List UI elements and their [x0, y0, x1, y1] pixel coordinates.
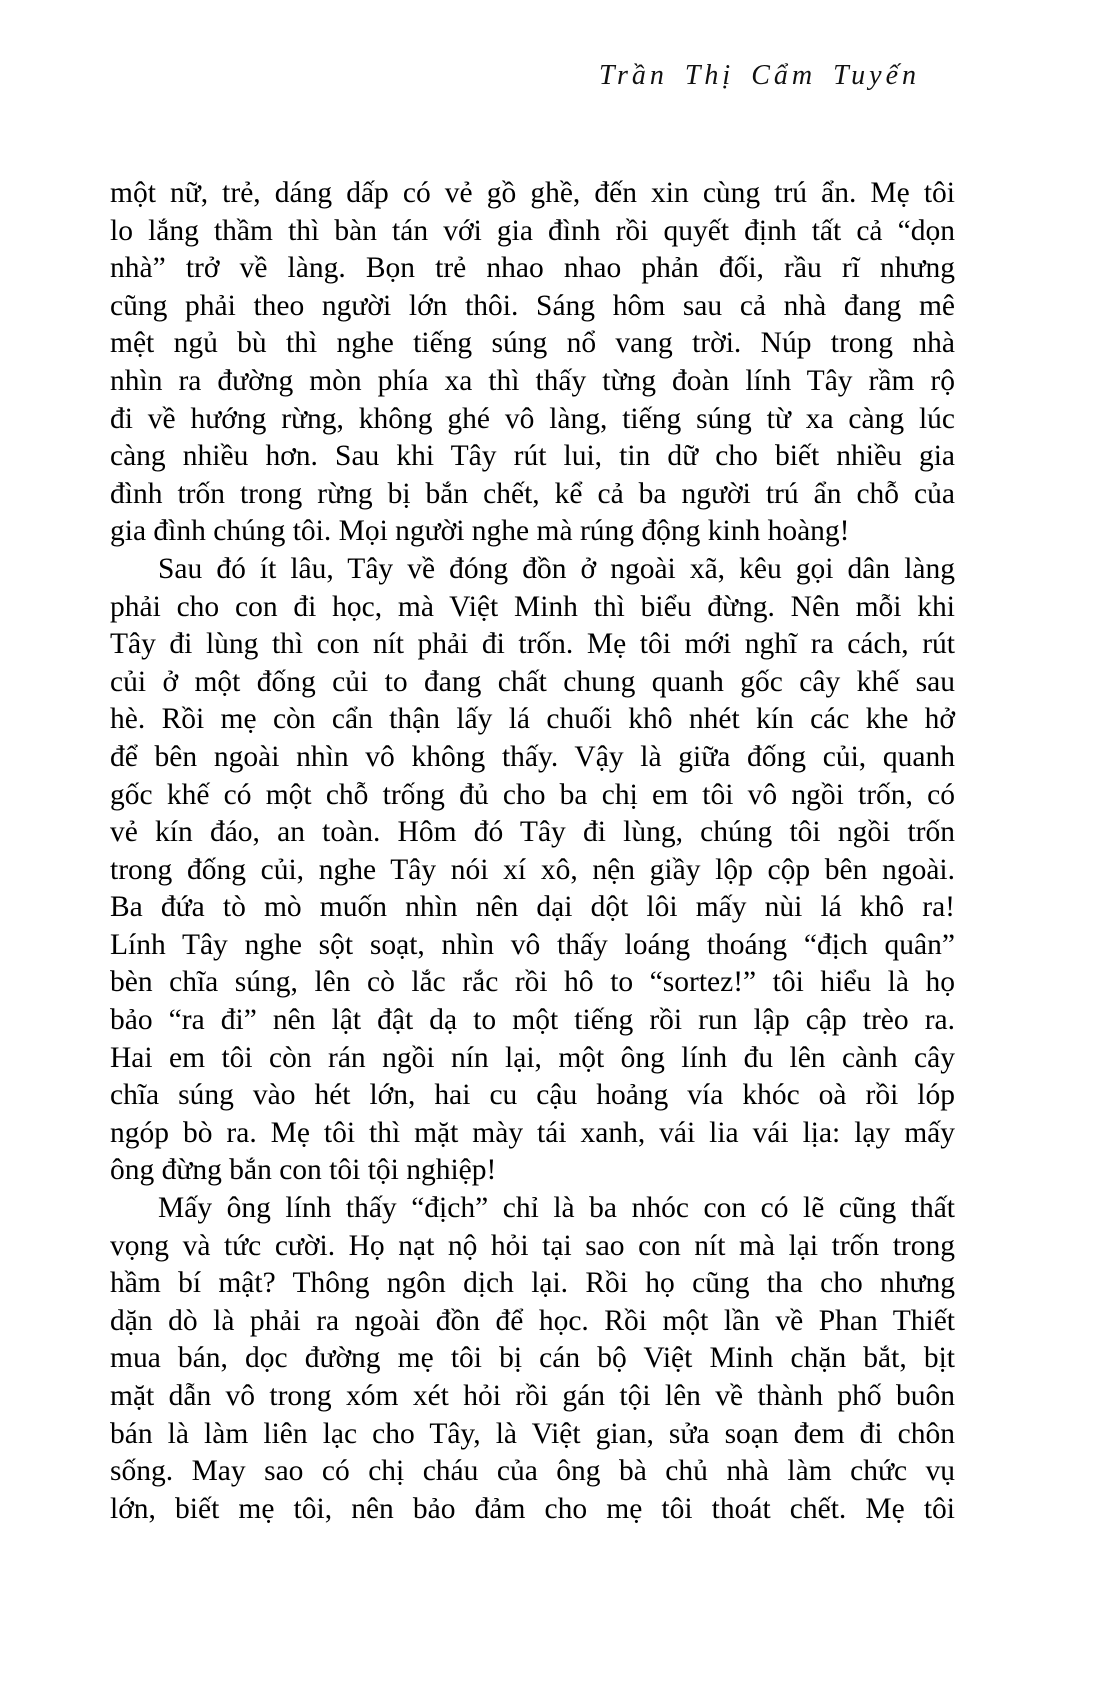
body-text — [110, 175, 955, 1528]
text-line: nhà” trở về làng. Bọn trẻ nhao nhao phản đối, rầu rĩ nhưng — [110, 252, 955, 285]
text-line: hầm bí mật? Thông ngôn dịch lại. Rồi họ cũng tha cho nhưng — [110, 1267, 955, 1300]
text-line: lớn, biết mẹ tôi, nên bảo đảm cho mẹ tôi thoát chết. Mẹ tôi — [110, 1492, 955, 1525]
text-line: mặt dẫn vô trong xóm xét hỏi rồi gán tội lên về thành phố buôn — [110, 1380, 955, 1412]
text-line: Hai em tôi còn rán ngồi nín lại, một ông lính đu lên cành cây — [110, 1041, 955, 1074]
text-line: vẻ kín đáo, an toàn. Hôm đó Tây đi lùng, chúng tôi ngồi trốn — [110, 816, 955, 849]
text-line: Tây đi lùng thì con nít phải đi trốn. Mẹ tôi mới nghĩ ra cách, rút — [110, 628, 955, 661]
text-line: Ba đứa tò mò muốn nhìn nên dại dột lôi mấy nùi lá khô ra! — [110, 891, 955, 924]
text-line: hè. Rồi mẹ còn cẩn thận lấy lá chuối khô nhét kín các khe hở — [110, 703, 955, 736]
text-line: ngóp bò ra. Mẹ tôi thì mặt mày tái xanh, vái lia vái lịa: lạy mấy — [110, 1116, 955, 1149]
text-line: Sau đó ít lâu, Tây về đóng đồn ở ngoài xã, kêu gọi dân làng — [158, 552, 955, 585]
text-line: phải cho con đi học, mà Việt Minh thì biểu đừng. Nên mỗi khi — [110, 590, 955, 623]
text-line: lo lắng thầm thì bàn tán với gia đình rồi quyết định tất cả “dọn — [110, 214, 955, 247]
text-line: để bên ngoài nhìn vô không thấy. Vậy là giữa đống củi, quanh — [110, 740, 955, 773]
text-line: một nữ, trẻ, dáng dấp có vẻ gồ ghề, đến xin cùng trú ẩn. Mẹ tôi — [110, 177, 955, 209]
text-line: gia đình chúng tôi. Mọi người nghe mà rúng động kinh hoàng! — [110, 515, 850, 548]
text-line: bèn chĩa súng, lên cò lắc rắc rồi hô to “sortez!” tôi hiểu là họ — [110, 966, 955, 999]
text-line: càng nhiều hơn. Sau khi Tây rút lui, tin dữ cho biết nhiều gia — [110, 440, 955, 473]
text-line: chĩa súng vào hét lớn, hai cu cậu hoảng vía khóc oà rồi lóp — [110, 1079, 955, 1112]
text-line: dặn dò là phải ra ngoài đồn để học. Rồi một lần về Phan Thiết — [110, 1304, 955, 1337]
text-line: cũng phải theo người lớn thôi. Sáng hôm sau cả nhà đang mê — [110, 289, 955, 322]
text-line: Lính Tây nghe sột soạt, nhìn vô thấy loáng thoáng “địch quân” — [110, 928, 955, 961]
text-line: trong đống củi, nghe Tây nói xí xô, nện giầy lộp cộp bên ngoài. — [110, 853, 955, 886]
text-line: vọng và tức cười. Họ nạt nộ hỏi tại sao con nít mà lại trốn trong — [110, 1229, 955, 1262]
text-line: ông đừng bắn con tôi tội nghiệp! — [110, 1154, 497, 1187]
text-line: sống. May sao có chị cháu của ông bà chủ nhà làm chức vụ — [110, 1455, 955, 1488]
text-line: Mấy ông lính thấy “địch” chỉ là ba nhóc con có lẽ cũng thất — [158, 1192, 955, 1225]
text-line: mua bán, dọc đường mẹ tôi bị cán bộ Việt Minh chặn bắt, bịt — [110, 1342, 955, 1375]
text-line: đi về hướng rừng, không ghé vô làng, tiếng súng từ xa càng lúc — [110, 402, 955, 435]
text-line: củi ở một đống củi to đang chất chung quanh gốc cây khế sau — [110, 665, 955, 698]
text-line: gốc khế có một chỗ trống đủ cho ba chị em tôi vô ngồi trốn, có — [110, 778, 955, 811]
running-header-author: Trần Thị Cẩm Tuyến — [598, 60, 920, 91]
text-line: nhìn ra đường mòn phía xa thì thấy từng đoàn lính Tây rầm rộ — [110, 364, 955, 397]
text-line: mệt ngủ bù thì nghe tiếng súng nổ vang trời. Núp trong nhà — [110, 327, 955, 360]
text-line: đình trốn trong rừng bị bắn chết, kể cả ba người trú ẩn chỗ của — [110, 477, 955, 510]
text-line: bán là làm liên lạc cho Tây, là Việt gian, sửa soạn đem đi chôn — [110, 1417, 955, 1450]
text-line: bảo “ra đi” nên lật đật dạ to một tiếng rồi run lập cập trèo ra. — [110, 1004, 955, 1037]
